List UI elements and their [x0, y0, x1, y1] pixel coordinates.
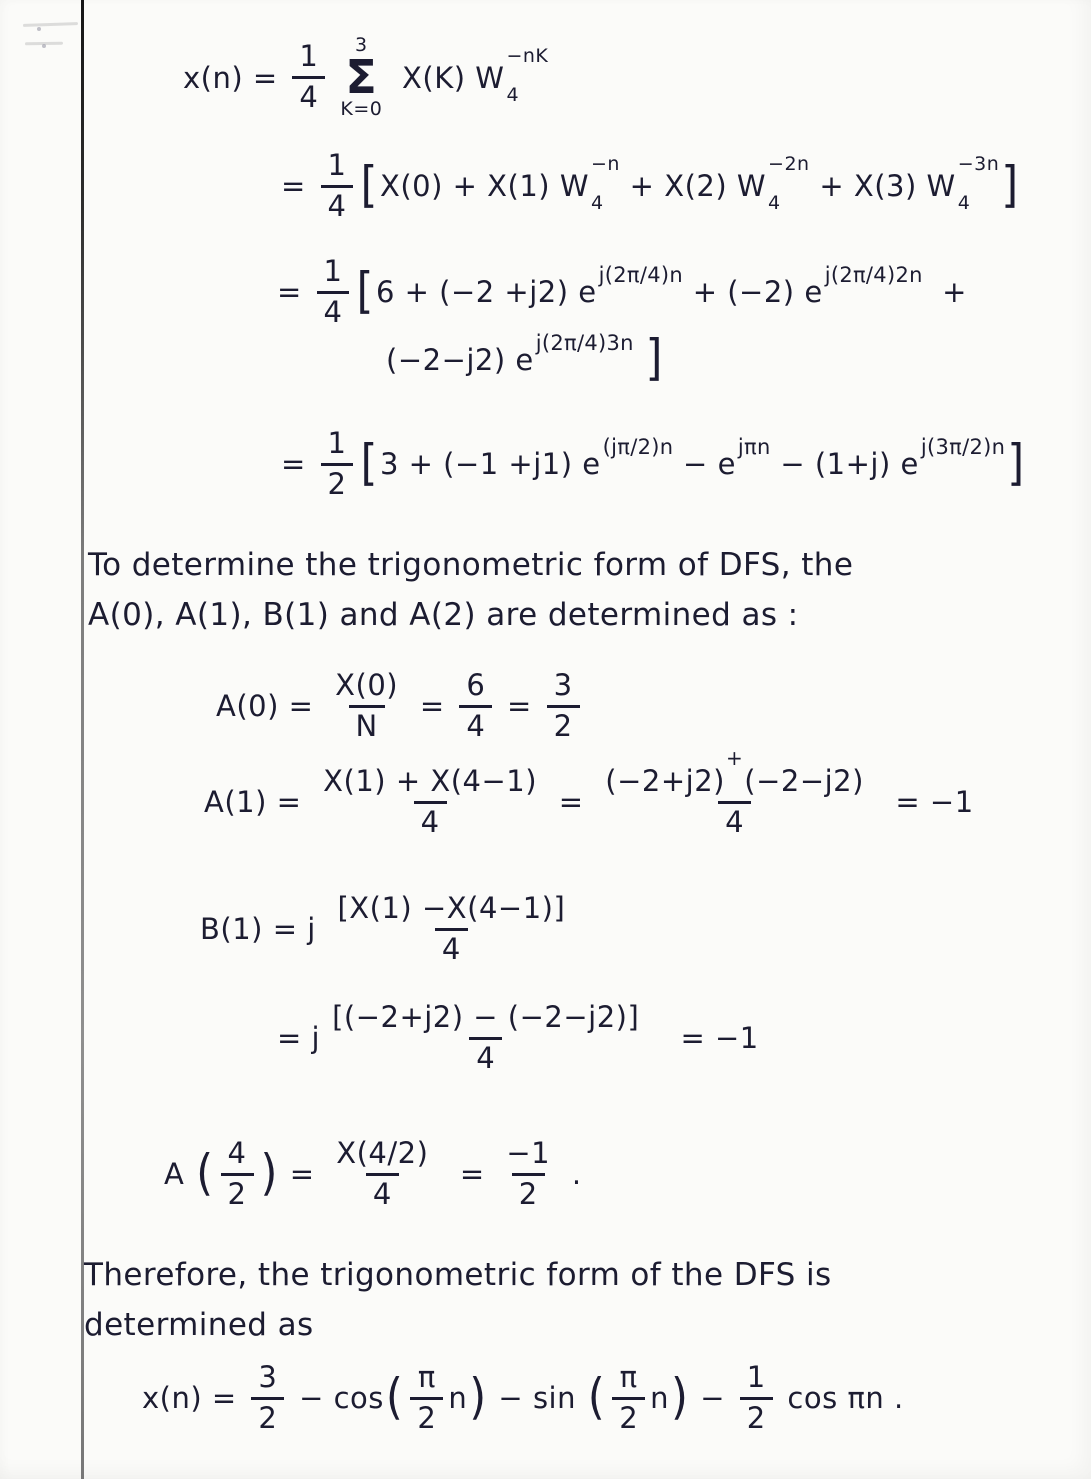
superscript: −nK: [506, 44, 549, 67]
eq-dfs-expanded-terms: [281, 150, 1021, 223]
fraction-numerator: 1: [327, 426, 347, 460]
math-text: 3 + (−1 +j1) e: [379, 447, 601, 482]
math-text: A: [164, 1157, 195, 1192]
math-fraction: [221, 1138, 254, 1211]
eq-coefficient-a1: [204, 746, 974, 839]
math-text: +: [922, 275, 967, 310]
fraction-denominator: 2: [512, 1173, 545, 1211]
math-text: = −1: [651, 1021, 759, 1056]
math-fraction: [330, 893, 572, 966]
math-text: =: [410, 689, 455, 724]
math-text: [634, 342, 644, 378]
sub-superscript-pair: [591, 155, 620, 213]
eq-coefficient-a-n-half: [164, 1138, 582, 1211]
fraction-denominator: 4: [414, 801, 447, 839]
big-bracket: (: [196, 1145, 214, 1202]
math-text: n: [650, 1381, 670, 1416]
math-text: = −1: [875, 785, 974, 820]
fraction-denominator: 2: [321, 463, 354, 501]
math-fraction: [740, 1362, 773, 1435]
pencil-scuff: [23, 22, 78, 27]
math-fraction: [612, 1362, 645, 1435]
conclusion-paragraph: [84, 1250, 832, 1350]
sigma-icon: Σ: [345, 49, 378, 104]
math-fraction: [292, 41, 325, 114]
exponent-superscript: (jπ/2)n: [602, 435, 674, 460]
superscript: −n: [591, 153, 620, 176]
big-bracket: (: [587, 1369, 606, 1426]
fraction-denominator: 4: [459, 705, 492, 743]
fraction-numerator: 1: [299, 39, 319, 74]
summation-lower-limit: K=0: [340, 97, 383, 120]
math-text: =: [549, 785, 594, 820]
eq-coefficient-b1-eval: [277, 1002, 759, 1075]
eq-exponential-form-row1: [277, 256, 967, 329]
math-fraction: [459, 670, 492, 743]
fraction-numerator: [(−2+j2) − (−2−j2)]: [332, 1000, 640, 1034]
fraction-numerator: 4: [227, 1136, 247, 1170]
summation-symbol: [340, 36, 382, 120]
math-text: =: [440, 1157, 495, 1192]
fraction-denominator: N: [349, 705, 385, 743]
math-text: = j: [277, 1021, 321, 1056]
subscript: 4: [591, 192, 604, 215]
math-fraction: [325, 1002, 646, 1075]
math-text: =: [277, 275, 312, 310]
fraction-numerator: 6: [466, 668, 486, 702]
math-fraction: [328, 670, 405, 743]
math-fraction: [317, 256, 350, 329]
big-bracket: [: [360, 157, 378, 214]
fraction-numerator: 3: [258, 1360, 278, 1394]
superscript: −2n: [768, 153, 810, 176]
math-text: x(n) =: [183, 60, 288, 95]
fraction-denominator: 4: [718, 801, 751, 839]
conclusion-line-2: determined as: [84, 1307, 314, 1344]
sub-superscript-pair: [958, 155, 1000, 213]
math-text: X(K) W: [392, 60, 505, 95]
fraction-numerator: 1: [746, 1360, 766, 1394]
fraction-denominator: 2: [547, 705, 580, 743]
math-text: =: [281, 169, 316, 204]
fraction-denominator: 4: [317, 291, 350, 329]
fraction-numerator: 3: [553, 668, 573, 702]
math-text: (−2+j2): [605, 764, 725, 798]
math-fraction: [598, 746, 871, 839]
math-text: A(1) =: [204, 785, 312, 820]
math-text: + X(2) W: [619, 169, 767, 204]
math-fraction: [499, 1138, 557, 1211]
inserted-superscript: +: [725, 746, 744, 770]
pencil-dot: [42, 44, 46, 48]
summation-upper-limit: 3: [355, 34, 368, 56]
fraction-denominator: 2: [410, 1397, 443, 1435]
pencil-dot: [37, 27, 41, 31]
fraction-denominator: 4: [435, 928, 468, 966]
math-fraction: [321, 428, 354, 501]
conclusion-line-1: Therefore, the trigonometric form of the DFS is: [84, 1257, 832, 1293]
big-bracket: ): [671, 1369, 689, 1426]
fraction-denominator: 4: [321, 185, 354, 223]
math-text: (−2−j2): [744, 764, 864, 798]
fraction-numerator: 1: [323, 254, 343, 288]
fraction-numerator: −1: [506, 1136, 551, 1170]
math-text: X(0) + X(1) W: [379, 169, 589, 204]
fraction-denominator: 4: [469, 1037, 502, 1075]
big-bracket: ): [469, 1369, 487, 1426]
fraction-denominator: 2: [251, 1397, 284, 1435]
superscript: −3n: [957, 153, 1000, 176]
math-text: + X(3) W: [809, 169, 956, 204]
math-text: + (−2) e: [683, 275, 823, 310]
exponent-superscript: j(2π/4)3n: [535, 330, 634, 355]
eq-dfs-sum-definition: [183, 36, 548, 120]
big-bracket: ): [260, 1145, 278, 1202]
math-fraction: [410, 1362, 443, 1435]
exponent-superscript: j(2π/4)n: [598, 263, 683, 288]
math-text: =: [497, 689, 542, 724]
math-fraction: [329, 1138, 435, 1211]
intro-line-2: A(0), A(1), B(1) and A(2) are determined as :: [88, 597, 799, 634]
fraction-numerator: [598, 746, 871, 801]
eq-coefficient-b1-def: [200, 893, 577, 966]
fraction-numerator: X(4/2): [336, 1136, 429, 1170]
sub-superscript-pair: [768, 155, 810, 213]
big-bracket: [: [360, 435, 378, 492]
fraction-denominator: 2: [612, 1397, 645, 1435]
math-fraction: [547, 670, 580, 743]
math-text: − e: [673, 447, 736, 482]
math-text: =: [281, 447, 316, 482]
subscript: 4: [957, 192, 971, 215]
math-text: cos πn .: [777, 1381, 904, 1416]
fraction-numerator: π: [417, 1360, 436, 1394]
fraction-numerator: π: [619, 1360, 638, 1394]
math-text: B(1) = j: [200, 912, 326, 947]
math-text: A(0) =: [216, 689, 324, 724]
math-fraction: [316, 766, 544, 839]
math-text: − sin: [488, 1381, 586, 1416]
eq-trigonometric-form: [142, 1362, 904, 1435]
big-bracket: ]: [1007, 435, 1025, 492]
math-text: (−2−j2) e: [386, 342, 534, 377]
big-bracket: ]: [645, 330, 663, 387]
math-text: − cos: [289, 1381, 384, 1416]
math-fraction: [251, 1362, 284, 1435]
math-text: n: [448, 1381, 468, 1416]
intro-paragraph: [88, 540, 853, 640]
eq-coefficient-a0: [216, 670, 585, 743]
math-text: x(n) =: [142, 1381, 247, 1416]
math-text: =: [279, 1157, 325, 1192]
eq-exponential-form-row2: [386, 330, 665, 387]
fraction-numerator: X(1) + X(4−1): [323, 764, 538, 798]
exponent-superscript: j(3π/2)n: [920, 435, 1006, 460]
big-bracket: ]: [1001, 157, 1019, 214]
fraction-denominator: 2: [221, 1173, 254, 1211]
intro-line-1: To determine the trigonometric form of DFS, the: [88, 547, 854, 583]
eq-simplified-form: [281, 428, 1027, 501]
big-bracket: [: [356, 263, 374, 320]
exponent-superscript: jπn: [737, 435, 771, 460]
math-text: 6 + (−2 +j2) e: [375, 275, 597, 310]
subscript: 4: [506, 83, 520, 106]
fraction-numerator: [X(1) −X(4−1)]: [337, 891, 566, 925]
fraction-denominator: 2: [740, 1397, 773, 1435]
fraction-denominator: 4: [366, 1173, 399, 1211]
math-fraction: [321, 150, 354, 223]
fraction-numerator: X(0): [335, 668, 399, 702]
big-bracket: (: [385, 1369, 404, 1426]
math-text: −: [690, 1381, 735, 1416]
math-text: − (1+j) e: [770, 447, 919, 482]
subscript: 4: [768, 192, 781, 215]
exponent-superscript: j(2π/4)2n: [824, 263, 923, 288]
fraction-denominator: 4: [292, 76, 325, 114]
math-text: .: [562, 1157, 582, 1192]
sub-superscript-pair: [506, 44, 549, 106]
fraction-numerator: 1: [327, 148, 347, 182]
